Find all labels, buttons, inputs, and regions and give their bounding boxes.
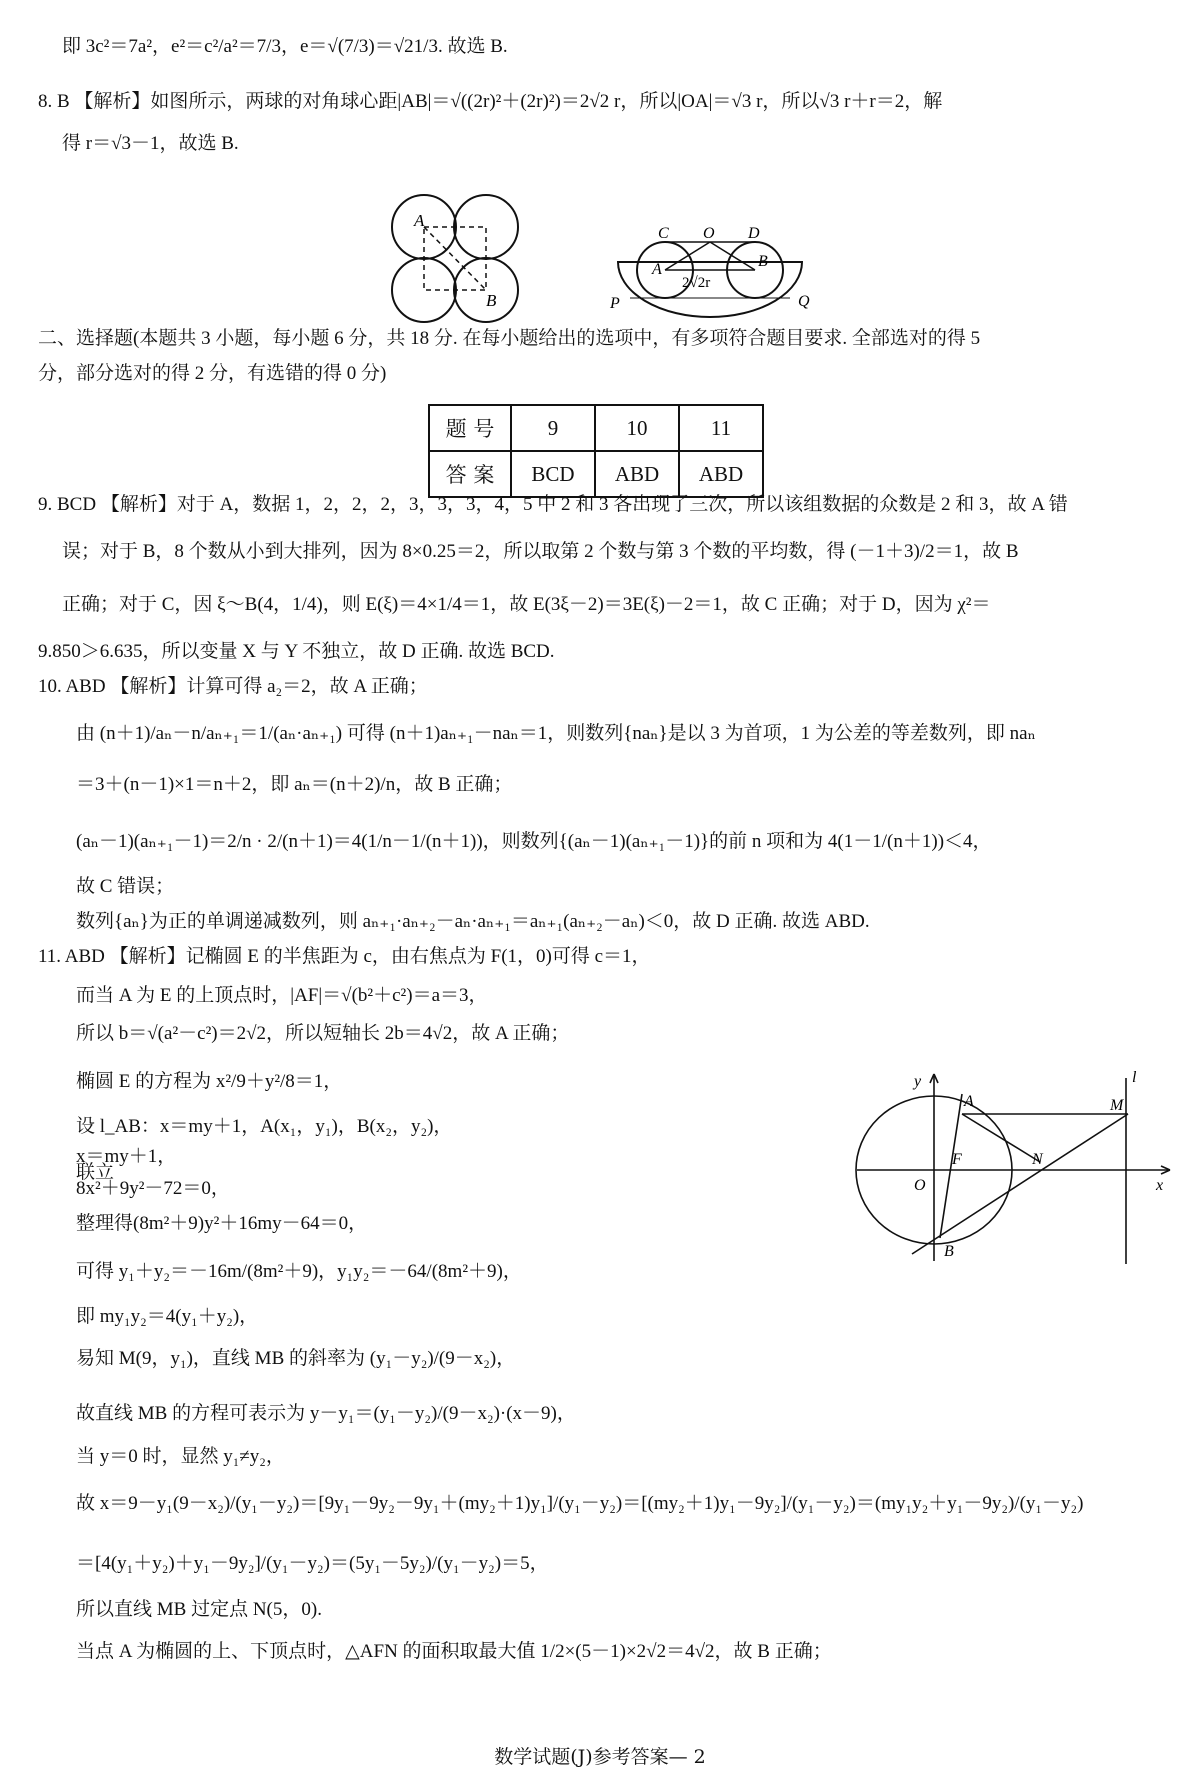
label-a: A	[652, 261, 662, 278]
text-line: ＝[4(y₁＋y₂)＋y₁－9y₂]/(y₁－y₂)＝(5y₁－5y₂)/(y₁－y₂)＝5，	[76, 1553, 549, 1574]
text-line: 当点 A 为椭圆的上、下顶点时，△AFN 的面积取最大值 1/2×(5－1)×2√2＝4√2，故 B 正确；	[76, 1641, 832, 1662]
table-row	[429, 451, 763, 497]
text-line: 设 l_AB：x＝my＋1，A(x₁，y₁)，B(x₂，y₂)，	[76, 1116, 453, 1137]
table-answer-label: 答 案	[429, 451, 511, 497]
label-a: A	[964, 1093, 974, 1110]
label-o: O	[703, 225, 715, 242]
figure-11-ellipse	[852, 1066, 1182, 1266]
page-footer: 数学试题(J)参考答案— 2	[494, 1746, 706, 1768]
label-d: D	[748, 225, 760, 242]
text-line: 可得 y₁＋y₂＝－16m/(8m²＋9)，y₁y₂＝－64/(8m²＋9)，	[76, 1261, 522, 1282]
label-b: B	[758, 253, 768, 270]
label-b: B	[944, 1243, 954, 1260]
table-cell: ABD	[595, 451, 679, 497]
table-cell: 11	[679, 405, 763, 451]
text-line: 9.850＞6.635，所以变量 X 与 Y 不独立，故 D 正确. 故选 BCD.	[38, 641, 555, 662]
text-line: 数列{aₙ}为正的单调递减数列，则 aₙ₊₁·aₙ₊₂－aₙ·aₙ₊₁＝aₙ₊₁(aₙ₊₂－aₙ)＜0，故 D 正确. 故选 ABD.	[76, 911, 870, 932]
figure-8-cross-section	[610, 225, 810, 320]
text-line: 分，部分选对的得 2 分，有选错的得 0 分)	[38, 363, 387, 384]
text-line: 易知 M(9，y₁)，直线 MB 的斜率为 (y₁－y₂)/(9－x₂)，	[76, 1348, 516, 1369]
text-line: 当 y＝0 时，显然 y₁≠y₂，	[76, 1446, 285, 1467]
text-line: x＝my＋1，	[76, 1146, 177, 1167]
label-m: M	[1110, 1097, 1124, 1114]
text-line: 8x²＋9y²－72＝0，	[76, 1178, 230, 1199]
axis-label-y: y	[914, 1073, 922, 1090]
text-line: 所以 b＝√(a²－c²)＝2√2，所以短轴长 2b＝4√2，故 A 正确；	[76, 1023, 570, 1044]
text-line: 联立	[76, 1162, 115, 1183]
text-line: 故直线 MB 的方程可表示为 y－y₁＝(y₁－y₂)/(9－x₂)·(x－9)，	[76, 1403, 576, 1424]
line-an	[962, 1114, 1040, 1162]
label-c: C	[658, 225, 669, 242]
segment-oa	[665, 242, 710, 270]
label-q: Q	[798, 293, 810, 310]
text-line: 椭圆 E 的方程为 x²/9＋y²/8＝1，	[76, 1071, 343, 1092]
table-cell: 9	[511, 405, 595, 451]
table-row	[429, 405, 763, 451]
text-line: 8. B 【解析】如图所示，两球的对角球心距|AB|＝√((2r)²＋(2r)²)＝2√2 r，所以|OA|＝√3 r，所以√3 r＋r＝2，解	[38, 91, 943, 112]
label-f: F	[952, 1151, 962, 1168]
text-line: 9. BCD 【解析】对于 A，数据 1，2，2，2，3，3，3，4，5 中 2 和 3 各出现了三次，所以该组数据的众数是 2 和 3，故 A 错	[38, 494, 1068, 515]
text-line: 由 (n＋1)/aₙ－n/aₙ₊₁＝1/(aₙ·aₙ₊₁) 可得 (n＋1)aₙ₊₁－naₙ＝1，则数列{naₙ}是以 3 为首项，1 为公差的等差数列，即 naₙ	[76, 723, 1036, 744]
answer-table	[428, 404, 764, 498]
text-line: 得 r＝√3－1，故选 B.	[62, 133, 239, 154]
segment-ob	[710, 242, 755, 270]
text-line: ＝3＋(n－1)×1＝n＋2，即 aₙ＝(n＋2)/n，故 B 正确；	[76, 774, 513, 795]
table-cell: BCD	[511, 451, 595, 497]
text-line: 即 3c²＝7a²，e²＝c²/a²＝7/3，e＝√(7/3)＝√21/3. 故选 B.	[62, 36, 508, 57]
text-line: (aₙ－1)(aₙ₊₁－1)＝2/n · 2/(n＋1)＝4(1/n－1/(n＋1))，则数列{(aₙ－1)(aₙ₊₁－1)}的前 n 项和为 4(1－1/(n＋1))＜4，	[76, 831, 992, 852]
label-a: A	[414, 211, 425, 230]
text-line: 正确；对于 C，因 ξ～B(4，1/4)，则 E(ξ)＝4×1/4＝1，故 E(3ξ－2)＝3E(ξ)－2＝1，故 C 正确；对于 D，因为 χ²＝	[62, 594, 991, 615]
line-mb	[912, 1114, 1128, 1254]
label-p: P	[610, 295, 620, 312]
label-n: N	[1032, 1151, 1043, 1168]
text-line: 故 x＝9－y₁(9－x₂)/(y₁－y₂)＝[9y₁－9y₂－9y₁＋(my₂＋1)y₁]/(y₁－y₂)＝[(my₂＋1)y₁－9y₂]/(y₁－y₂)＝(my₁y₂＋y₁－9y₂)/(y₁－y₂)	[76, 1493, 1084, 1514]
label-o: O	[914, 1177, 926, 1194]
label-dist: 2√2r	[682, 275, 711, 291]
text-line: 二、选择题(本题共 3 小题，每小题 6 分，共 18 分. 在每小题给出的选项中，有多项符合题目要求. 全部选对的得 5	[38, 328, 981, 349]
text-line: 11. ABD 【解析】记椭圆 E 的半焦距为 c，由右焦点为 F(1，0)可得 c＝1，	[38, 946, 651, 967]
figure-8-four-spheres	[380, 190, 530, 330]
label-l: l	[1132, 1069, 1137, 1086]
text-line: 所以直线 MB 过定点 N(5，0).	[76, 1599, 322, 1620]
label-b: B	[486, 291, 497, 310]
text-line: 误；对于 B，8 个数从小到大排列，因为 8×0.25＝2，所以取第 2 个数与第 3 个数的平均数，得 (－1＋3)/2＝1，故 B	[62, 541, 1019, 562]
text-line: 10. ABD 【解析】计算可得 a₂＝2，故 A 正确；	[38, 676, 428, 697]
text-line: 故 C 错误；	[76, 876, 175, 897]
table-cell: 10	[595, 405, 679, 451]
text-line: 整理得(8m²＋9)y²＋16my－64＝0，	[76, 1213, 368, 1234]
text-line: 而当 A 为 E 的上顶点时，|AF|＝√(b²＋c²)＝a＝3，	[76, 985, 488, 1006]
text-line: 即 my₁y₂＝4(y₁＋y₂)，	[76, 1306, 259, 1327]
axis-label-x: x	[1156, 1177, 1164, 1194]
table-cell: ABD	[679, 451, 763, 497]
table-header-label: 题 号	[429, 405, 511, 451]
